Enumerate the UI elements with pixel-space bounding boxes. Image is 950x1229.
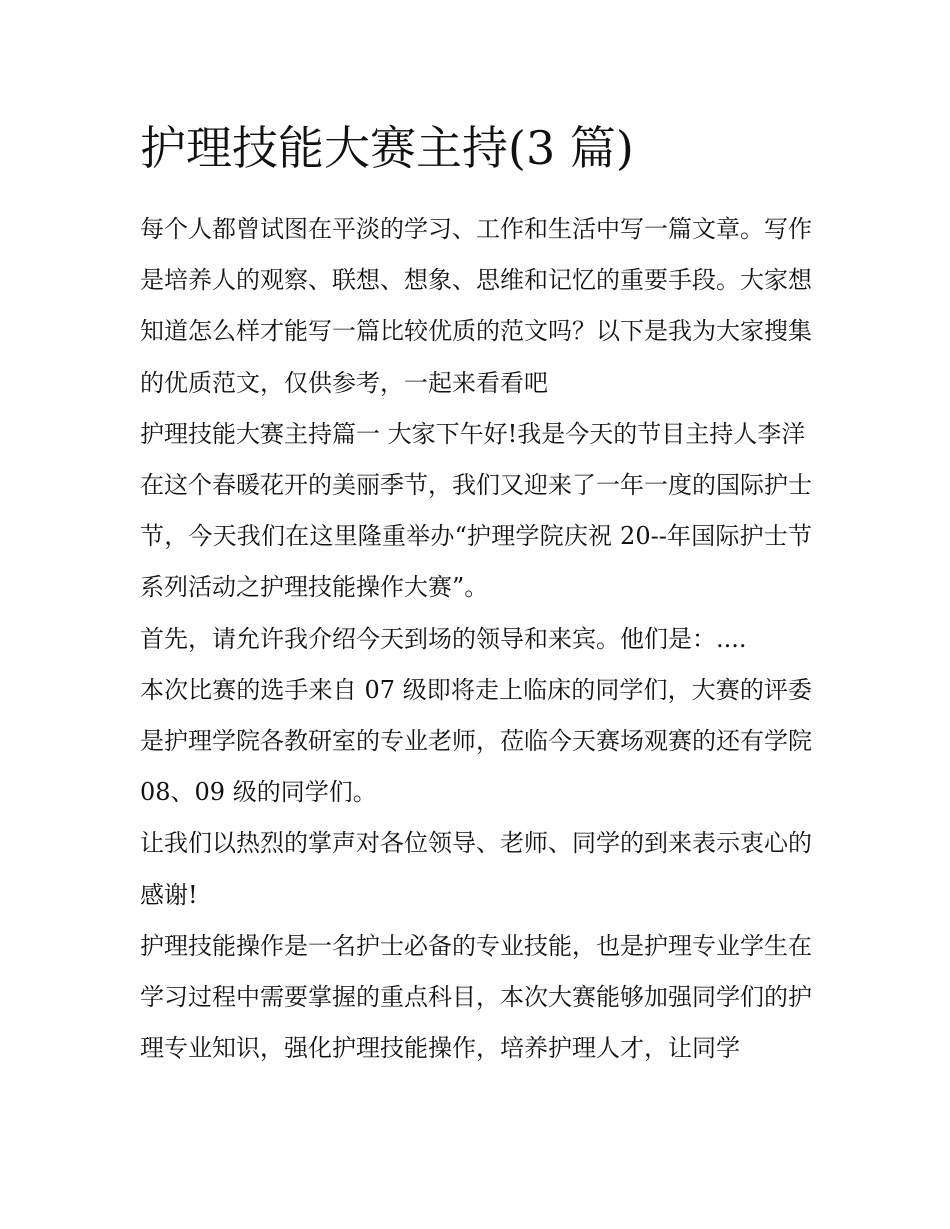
paragraph-skills: 护理技能操作是一名护士必备的专业技能，也是护理专业学生在学习过程中需要掌握的重点科目，本次大赛能够加强同学们的护理专业知识，强化护理技能操作，培养护理人才，让同学 [140, 931, 812, 1063]
document-body [140, 112, 812, 1074]
paragraph-contestants: 本次比赛的选手来自 07 级即将走上临床的同学们，大赛的评委是护理学院各教研室的专业老师，莅临今天赛场观赛的还有学院 08、09 级的同学们。 [140, 675, 812, 807]
paragraph-intro: 每个人都曾试图在平淡的学习、工作和生活中写一篇文章。写作是培养人的观察、联想、想象、思维和记忆的重要手段。大家想知道怎么样才能写一篇比较优质的范文吗？以下是我为大家搜集的优质范文，仅供参考，一起来看看吧 [140, 215, 812, 397]
paragraph-nurses-day: 在这个春暖花开的美丽季节，我们又迎来了一年一度的国际护士节，今天我们在这里隆重举办“护理学院庆祝 20--年国际护士节系列活动之护理技能操作大赛”。 [140, 471, 812, 602]
document-title: 护理技能大赛主持(3 篇) [140, 121, 634, 175]
paragraph-guests: 首先，请允许我介绍今天到场的领导和来宾。他们是：.... [140, 624, 747, 653]
paragraph-opening: 护理技能大赛主持篇一 大家下午好!我是今天的节目主持人李洋 [140, 419, 806, 448]
paragraph-applause: 让我们以热烈的掌声对各位领导、老师、同学的到来表示衷心的感谢! [140, 829, 812, 909]
